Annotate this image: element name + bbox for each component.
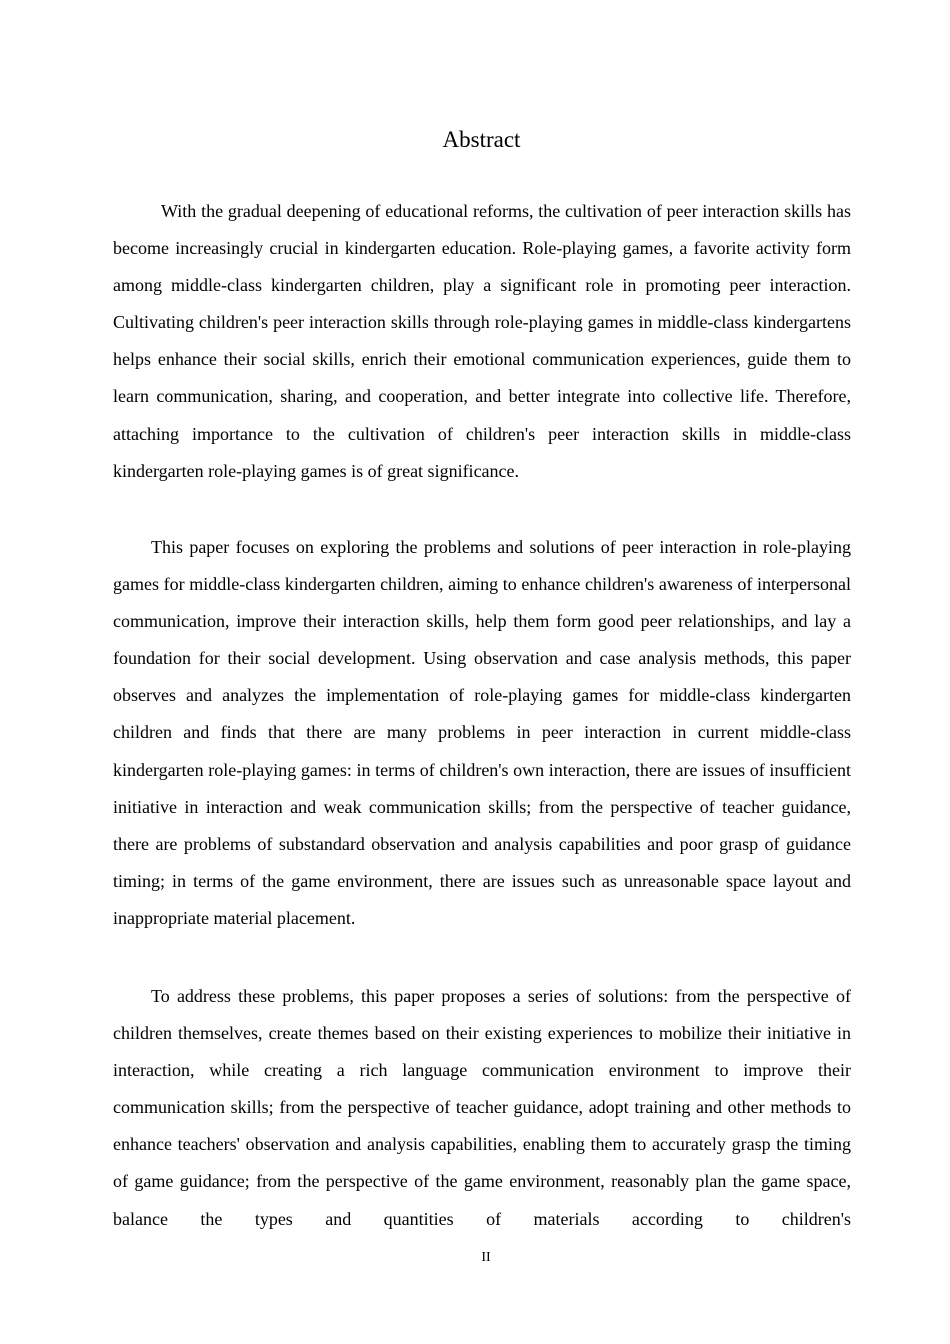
abstract-paragraph-3: To address these problems, this paper proposes a series of solutions: from the perspective of children themselves, create themes based on their existing experiences to mobilize their initiative in interaction, while creating a rich language communication environment to improve their communication skills; from the perspective of teacher guidance, adopt training and other methods to enhance teachers' observation and analysis capabilities, enabling them to accurately grasp the timing of game guidance; from the perspective of the game environment, reasonably plan the game space, balance the types and quantities of materials according to children's — [113, 986, 851, 1229]
abstract-paragraph-2: This paper focuses on exploring the problems and solutions of peer interaction in role-playing games for middle-class kindergarten children, aiming to enhance children's awareness of interpersonal communication, improve their interaction skills, help them form good peer relationships, and lay a foundation for their social development. Using observation and case analysis methods, this paper observes and analyzes the implementation of role-playing games for middle-class kindergarten children and finds that there are many problems in peer interaction in current middle-class kindergarten role-playing games: in terms of children's own interaction, there are issues of insufficient initiative in interaction and weak communication skills; from the perspective of teacher guidance, there are problems of substandard observation and analysis capabilities and poor grasp of guidance timing; in terms of the game environment, there are issues such as unreasonable space layout and inappropriate material placement. — [113, 537, 851, 928]
abstract-paragraph-1: With the gradual deepening of educational reforms, the cultivation of peer interaction skills has become increasingly crucial in kindergarten education. Role-playing games, a favorite activity form among middle-class kindergarten children, play a significant role in promoting peer interaction. Cultivating children's peer interaction skills through role-playing games in middle-class kindergartens helps enhance their social skills, enrich their emotional communication experiences, guide them to learn communication, sharing, and cooperation, and better integrate into collective life. Therefore, attaching importance to the cultivation of children's peer interaction skills in middle-class kindergarten role-playing games is of great significance. — [113, 201, 851, 481]
page-title: Abstract — [442, 127, 521, 152]
page-number: II — [481, 1250, 491, 1265]
